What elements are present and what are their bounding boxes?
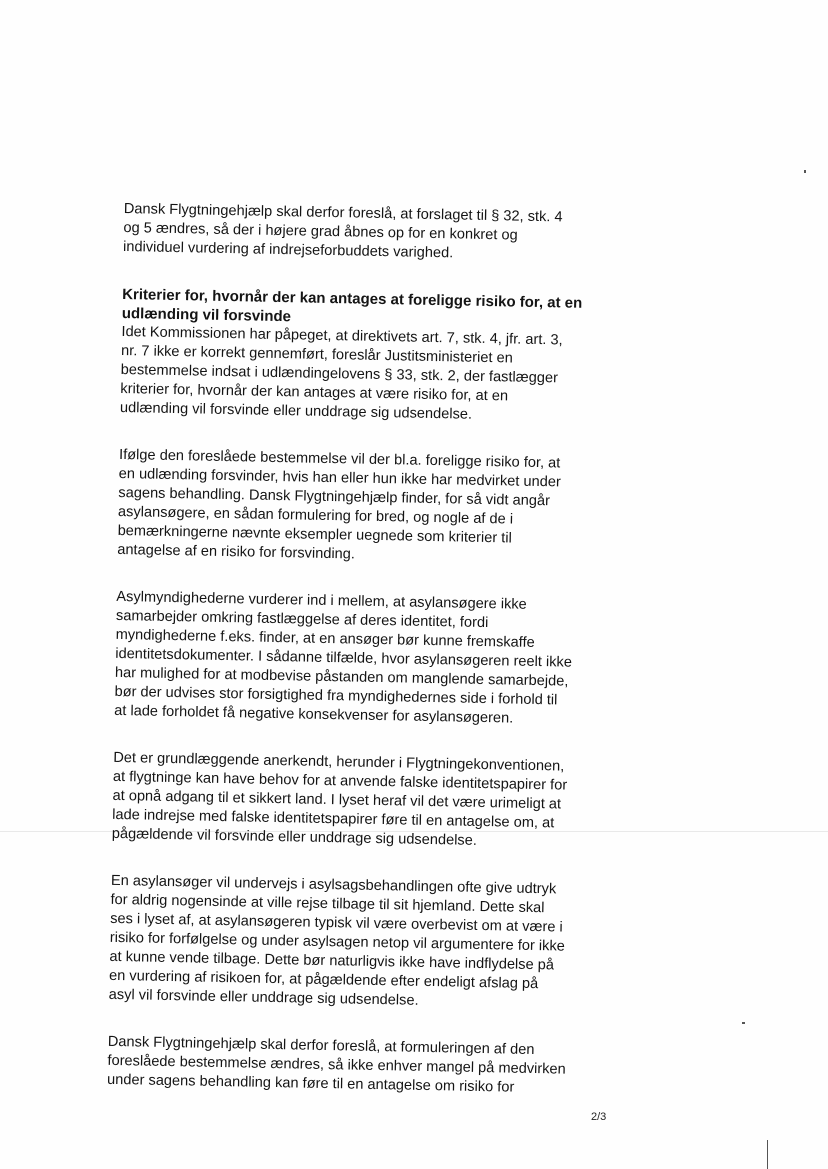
paragraph: Idet Kommissionen har påpeget, at direktivets art. 7, stk. 4, jfr. art. 3, nr. 7 ikke er korrekt gennemført, foreslår Justitsministeriet en bestemmelse indsat i udlændingelovens § 33, stk. 2, der fastlægger kriterier for, hvornår der kan antages at være risiko for, at en udlænding vil forsvinde eller unddrage sig udsendelse. bbox=[119, 323, 563, 423]
scan-mark bbox=[804, 170, 806, 173]
scan-mark bbox=[742, 1022, 745, 1024]
paragraph: Asylmyndighederne vurderer ind i mellem, at asylansøgere ikke samarbejder omkring fastlæggelse af deres identitet, fordi myndighederne f.eks. finder, at en ansøger bør kunne fremskaffe identitetsdokumenter. I sådanne tilfælde, hvor asylansøgeren reelt ikke har mulighed for at modbevise påstanden om manglende samarbejde, bør der udvises stor forsigtighed fra myndighedernes side i forhold til at lade forholdet få negative konsekvenser for asylansøgeren. bbox=[114, 588, 573, 727]
paragraph: Det er grundlæggende anerkendt, herunder i Flygtningekonventionen, at flygtninge kan have behov for at anvende falske identitetspapirer for at opnå adgang til et sikkert land. I lyset heraf vil det være urimeligt at lade indrejse med falske identitetspapirer føre til en antagelse om, at pågældende vil forsvinde eller unddrage sig udsendelse. bbox=[111, 749, 568, 849]
paragraph: Dansk Flygtningehjælp skal derfor foreslå, at forslaget til § 32, stk. 4 og 5 ændres, så der i højere grad åbnes op for en konkret og individuel vurdering af indrejseforbuddets varighed. bbox=[122, 200, 563, 262]
paragraph: Dansk Flygtningehjælp skal derfor foreslå, at formuleringen af den foreslåede bestemmelse ændres, så ikke enhver mangel på medvirken under sagens behandling kan føre til en antagelse om risiko for bbox=[106, 1033, 566, 1096]
document-body bbox=[106, 200, 586, 1127]
page-number: 2/3 bbox=[591, 1111, 607, 1123]
scan-edge-line bbox=[767, 1140, 768, 1169]
paragraph: En asylansøger vil undervejs i asylsagsbehandlingen ofte give udtryk for aldrig nogensinde at ville rejse tilbage til sit hjemland. Dette skal ses i lyset af, at asylansøgeren typisk vil være overbevist om at være i risiko for forfølgelse og under asylsagen netop vil argumentere for ikke at kunne vende tilbage. Dette bør naturligvis ikke have indflydelse på en vurdering af risikoen for, at pågældende efter endeligt afslag på asyl vil forsvinde eller unddrage sig udsendelse. bbox=[108, 872, 565, 1009]
paragraph: Ifølge den foreslåede bestemmelse vil der bl.a. foreligge risiko for, at en udlænding forsvinder, hvis han eller hun ikke har medvirket under sagens behandling. Dansk Flygtningehjælp finder, for så vidt angår asylansøgere, en sådan formulering for bred, og nogle af de i bemærkningerne nævnte eksempler uegnede som kriterier til antagelse af en risiko for forsvinding. bbox=[117, 446, 561, 563]
section-heading: Kriterier for, hvornår der kan antages at foreligge risiko for, at en udlænding vil forsvinde bbox=[121, 285, 583, 326]
